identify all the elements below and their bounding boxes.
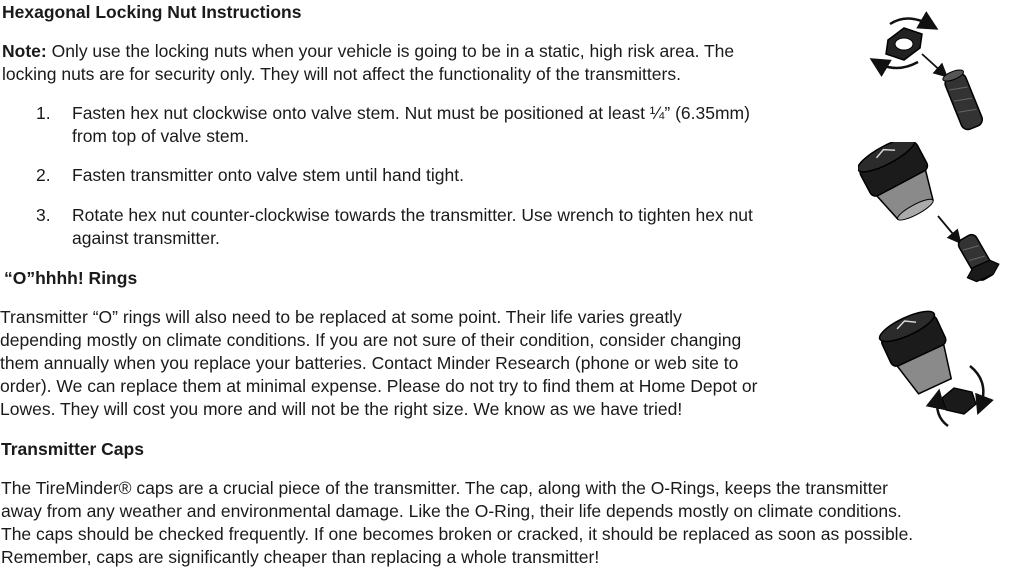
o-rings-line-5: Lowes. They will cost you more and will not be the right size. We know as we have tried! xyxy=(0,399,683,419)
section-heading-locking-nut: Hexagonal Locking Nut Instructions xyxy=(2,2,302,22)
step-2-line-1: Fasten transmitter onto valve stem until hand tight. xyxy=(72,165,464,185)
o-rings-line-1: Transmitter “O” rings will also need to be replaced at some point. Their life varies greatly xyxy=(0,307,682,327)
step-1-line-1: Fasten hex nut clockwise onto valve stem. Nut must be positioned at least ¼” (6.35mm) xyxy=(72,103,750,123)
note-label: Note: xyxy=(2,41,47,61)
caps-line-2: away from any weather and environmental damage. Like the O-Ring, their life depends mostly on climate conditions. xyxy=(1,501,902,521)
hex-nut-onto-valve-stem-icon xyxy=(860,10,1000,135)
step-number-3: 3. xyxy=(36,205,51,225)
step-number-1: 1. xyxy=(36,103,51,123)
hex-nut-tighten-against-transmitter-icon xyxy=(878,310,998,435)
step-1-line-2: from top of valve stem. xyxy=(72,126,250,146)
step-3-line-2: against transmitter. xyxy=(72,228,220,248)
note-line-1 xyxy=(2,40,734,63)
note-line-2: locking nuts are for security only. They will not affect the functionality of the transmitters. xyxy=(2,64,681,84)
o-rings-line-2: depending mostly on climate conditions. If you are not sure of their condition, consider changing xyxy=(0,330,742,350)
note-text-1: Only use the locking nuts when your vehicle is going to be in a static, high risk area. The xyxy=(46,41,735,61)
o-rings-line-3: them annually when you replace your batteries. Contact Minder Research (phone or web site to xyxy=(0,353,739,373)
step-3-line-1: Rotate hex nut counter-clockwise towards the transmitter. Use wrench to tighten hex nut xyxy=(72,205,753,225)
transmitter-onto-valve-stem-icon xyxy=(858,142,1008,290)
caps-line-1: The TireMinder® caps are a crucial piece of the transmitter. The cap, along with the O-Rings, keeps the transmitter xyxy=(1,478,889,498)
caps-line-4: Remember, caps are significantly cheaper than replacing a whole transmitter! xyxy=(1,547,600,567)
section-heading-transmitter-caps: Transmitter Caps xyxy=(1,439,144,459)
step-number-2: 2. xyxy=(36,165,51,185)
o-rings-line-4: order). We can replace them at minimal expense. Please do not try to find them at Home Depot or xyxy=(0,376,758,396)
caps-line-3: The caps should be checked frequently. If one becomes broken or cracked, it should be replaced as soon as possible. xyxy=(1,524,914,544)
section-heading-o-rings: “O”hhhh! Rings xyxy=(4,268,138,288)
